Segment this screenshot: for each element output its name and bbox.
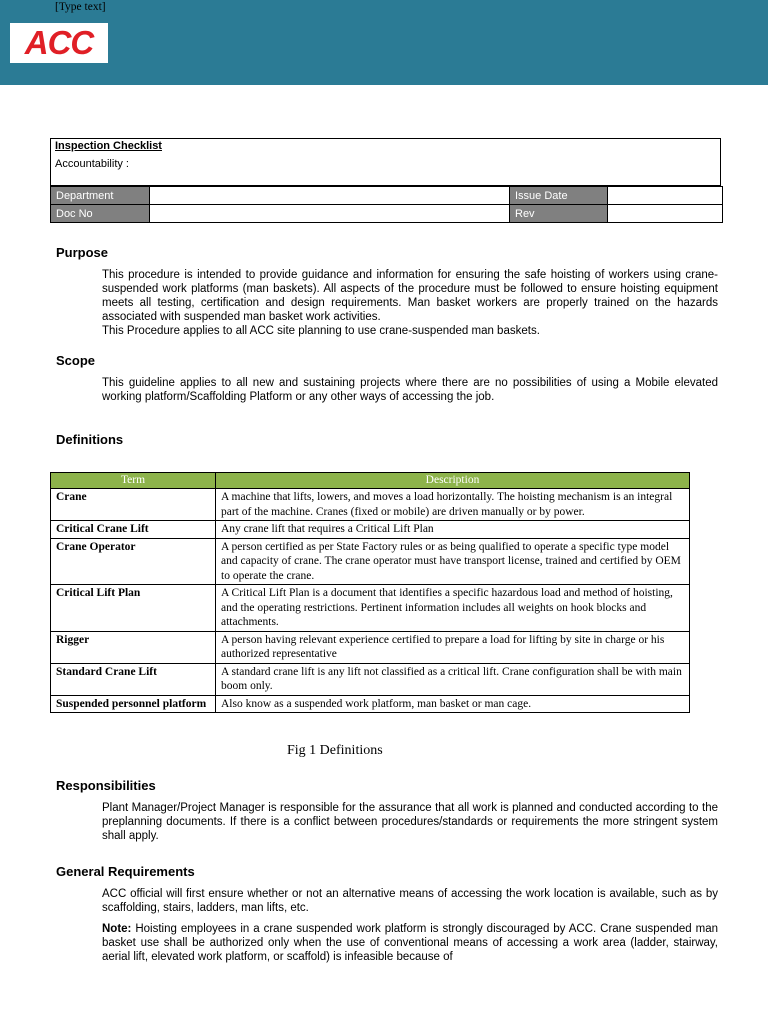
rev-value (608, 205, 723, 223)
table-row (51, 521, 690, 539)
header-type-text: [Type text] (55, 1, 106, 13)
table-row (51, 695, 690, 713)
table-row (51, 538, 690, 585)
general-requirements-heading: General Requirements (56, 864, 195, 879)
issue-date-value (608, 187, 723, 205)
table-row (51, 489, 690, 521)
department-label: Department (51, 187, 150, 205)
general-paragraph-1: ACC official will first ensure whether or not an alternative means of accessing the work location is available, such as by scaffolding, stairs, ladders, man lifts, etc. (102, 888, 718, 914)
definitions-table (50, 472, 690, 713)
acc-logo (10, 23, 108, 63)
term-cell: Standard Crane Lift (51, 663, 216, 695)
checklist-title: Inspection Checklist (55, 140, 162, 152)
description-cell: A Critical Lift Plan is a document that identifies a specific hazardous load and method of hoisting, and the operating restrictions. Pertinent information includes all weights on hook blocks and attachments. (216, 585, 690, 632)
responsibilities-heading: Responsibilities (56, 778, 156, 793)
inspection-checklist-box (50, 138, 721, 186)
description-cell: Also know as a suspended work platform, man basket or man cage. (216, 695, 690, 713)
note-label: Note: (102, 923, 132, 935)
document-meta-table (50, 186, 723, 223)
logo-text: ACC (24, 24, 94, 61)
term-cell: Critical Lift Plan (51, 585, 216, 632)
purpose-paragraph-2: This Procedure applies to all ACC site planning to use crane-suspended man baskets. (102, 325, 540, 337)
term-cell: Crane (51, 489, 216, 521)
doc-no-label: Doc No (51, 205, 150, 223)
definitions-header-row (51, 473, 690, 489)
description-column-header: Description (216, 473, 690, 489)
meta-row-2 (51, 205, 723, 223)
table-row (51, 663, 690, 695)
term-cell: Critical Crane Lift (51, 521, 216, 539)
scope-text: This guideline applies to all new and sustaining projects where there are no possibilities of using a Mobile elevated working platform/Scaffolding Platform or any other ways of accessing the job. (102, 377, 718, 403)
term-column-header: Term (51, 473, 216, 489)
definitions-heading: Definitions (56, 432, 124, 447)
note-text: Hoisting employees in a crane suspended work platform is strongly discouraged by ACC. Crane suspended man basket use shall be authorized only when the use of conventional means of accessing a work area (ladder, stairway, aerial lift, elevated work platform, or scaffold) is infeasible because of (102, 923, 718, 963)
description-cell: Any crane lift that requires a Critical Lift Plan (216, 521, 690, 539)
term-cell: Suspended personnel platform (51, 695, 216, 713)
purpose-paragraph-1: This procedure is intended to provide guidance and information for ensuring the safe hoisting of workers using crane-suspended work platforms (man baskets). All aspects of the procedure must be followed to ensure hoisting equipment meets all testing, certification and design requirements. Man basket workers are properly trained on the hazards associated with suspended man basket work activities. (102, 269, 718, 323)
description-cell: A standard crane lift is any lift not classified as a critical lift. Crane configuration shall be with main boom only. (216, 663, 690, 695)
description-cell: A person certified as per State Factory rules or as being qualified to operate a specific type model and capacity of crane. The crane operator must have transport license, trained and certified by OEM to operate the crane. (216, 538, 690, 585)
scope-heading: Scope (56, 353, 96, 368)
accountability-label: Accountability : (55, 158, 129, 170)
header-band (0, 0, 768, 85)
responsibilities-text: Plant Manager/Project Manager is responsible for the assurance that all work is planned and conducted according to the preplanning documents. If there is a conflict between procedures/standards or requirements the more stringent system shall apply. (102, 802, 718, 842)
rev-label: Rev (510, 205, 608, 223)
term-cell: Rigger (51, 631, 216, 663)
department-value (150, 187, 510, 205)
general-note (102, 922, 718, 964)
issue-date-label: Issue Date (510, 187, 608, 205)
term-cell: Crane Operator (51, 538, 216, 585)
purpose-heading: Purpose (56, 245, 109, 260)
description-cell: A person having relevant experience certified to prepare a load for lifting by site in charge or his authorized representative (216, 631, 690, 663)
description-cell: A machine that lifts, lowers, and moves a load horizontally. The hoisting mechanism is an integral part of the machine. Cranes (fixed or mobile) are driven manually or by power. (216, 489, 690, 521)
doc-no-value (150, 205, 510, 223)
meta-row-1 (51, 187, 723, 205)
table-row (51, 631, 690, 663)
figure-caption: Fig 1 Definitions (287, 743, 383, 758)
purpose-text (102, 268, 718, 338)
table-row (51, 585, 690, 632)
